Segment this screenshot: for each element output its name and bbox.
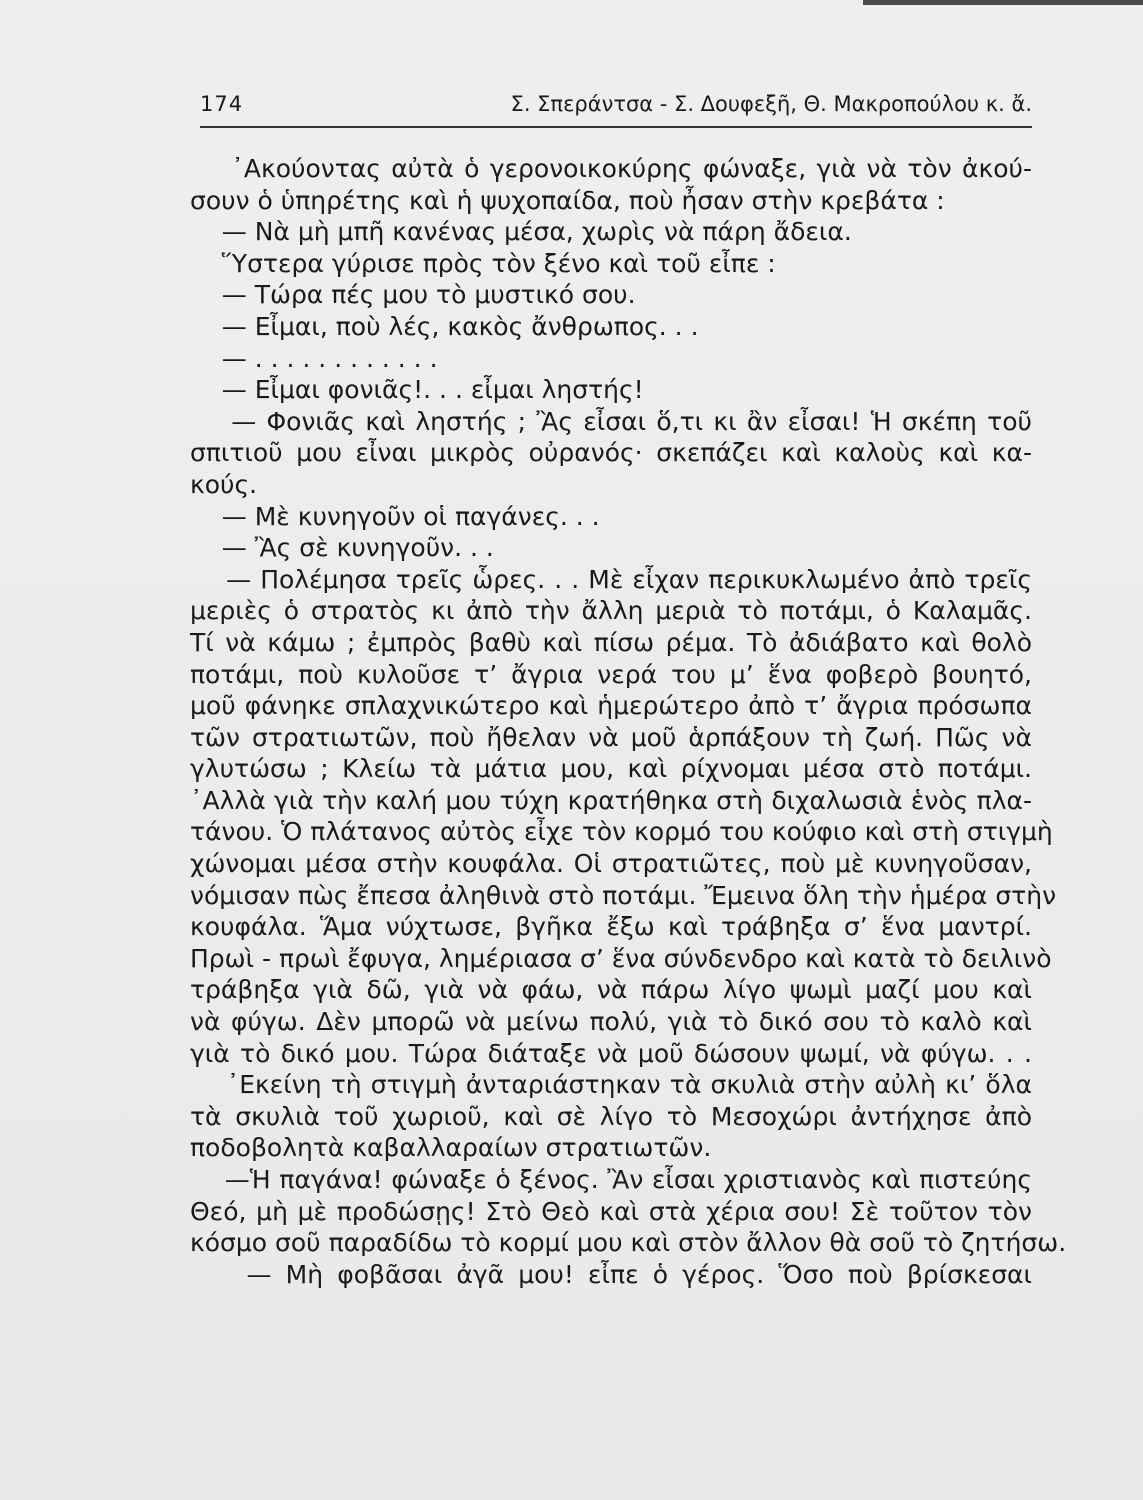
scan-edge-mark [863, 0, 1143, 5]
text-line: Πρωὶ - πρωὶ ἔφυγα, λημέριασα σ’ ἕνα σύνδενδρο καὶ κατὰ τὸ δειλινὸ [190, 943, 1052, 973]
text-line: — Μὲ κυνηγοῦν οἱ παγάνες. . . [190, 501, 600, 531]
text-line: χώνομαι μέσα στὴν κουφάλα. Οἱ στρατιῶτες, ποὺ μὲ κυνηγοῦσαν, [190, 849, 1032, 879]
running-head: Σ. Σπεράντσα - Σ. Δουφεξῆ, Θ. Μακροπούλου κ. ἄ. [510, 92, 1032, 116]
text-line: ποδοβολητὰ καβαλλαραίων στρατιωτῶν. [190, 1133, 712, 1163]
text-line: — Μὴ φοβᾶσαι ἀγᾶ μου! εἶπε ὁ γέρος. Ὅσο ποὺ βρίσκεσαι [190, 1259, 1032, 1289]
page-header [200, 84, 1032, 128]
text-line: τράβηξα γιὰ δῶ, γιὰ νὰ φάω, νὰ πάρω λίγο ψωμὶ μαζί μου καὶ [190, 975, 1032, 1005]
text-line: μεριὲς ὁ στρατὸς κι ἀπὸ τὴν ἄλλη μεριὰ τὸ ποτάμι, ὁ Καλαμᾶς. [190, 596, 1032, 626]
text-line: ᾿Ακούοντας αὐτὰ ὁ γερονοικοκύρης φώναξε, γιὰ νὰ τὸν ἀκού- [190, 154, 1032, 183]
text-line: Τί νὰ κάμω ; ἐμπρὸς βαθὺ καὶ πίσω ρέμα. Τὸ ἀδιάβατο καὶ θολὸ [190, 627, 1032, 657]
text-line: Θεό, μὴ μὲ προδώσῃς! Στὸ Θεὸ καὶ στὰ χέρια σου! Σὲ τοῦτον τὸν [190, 1196, 1032, 1226]
text-line: — Εἶμαι φονιᾶς!. . . εἶμαι ληστής! [190, 375, 644, 405]
text-line: τὰ σκυλιὰ τοῦ χωριοῦ, καὶ σὲ λίγο τὸ Μεσοχώρι ἀντήχησε ἀπὸ [190, 1101, 1032, 1131]
text-line: κούς. [190, 469, 258, 499]
text-line: — Ἂς σὲ κυνηγοῦν. . . [190, 533, 494, 563]
text-line: τάνου. Ὁ πλάτανος αὐτὸς εἶχε τὸν κορμό του κούφιο καὶ στὴ στιγμὴ [190, 817, 1053, 847]
text-line: κουφάλα. Ἅμα νύχτωσε, βγῆκα ἔξω καὶ τράβηξα σ’ ἕνα μαντρί. [190, 912, 1032, 942]
text-line: — Τώρα πές μου τὸ μυστικό σου. [190, 280, 636, 310]
body-text [190, 153, 1067, 1290]
text-line: ποτάμι, ποὺ κυλοῦσε τ’ ἄγρια νερά του μ’ ἕνα φοβερὸ βουητό, [190, 659, 1032, 689]
text-line: — Νὰ μὴ μπῆ κανένας μέσα, χωρὶς νὰ πάρη ἄδεια. [190, 217, 852, 247]
text-line: μοῦ φάνηκε σπλαχνικώτερο καὶ ἡμερώτερο ἀπὸ τ’ ἄγρια πρόσωπα [190, 691, 1032, 721]
text-line: τῶν στρατιωτῶν, ποὺ ἤθελαν νὰ μοῦ ἁρπάξουν τὴ ζωή. Πῶς νὰ [190, 722, 1032, 752]
page-number: 174 [200, 92, 244, 116]
text-line: — Εἶμαι, ποὺ λές, κακὸς ἄνθρωπος. . . [190, 311, 699, 341]
text-line: ᾿Εκείνη τὴ στιγμὴ ἀνταριάστηκαν τὰ σκυλιὰ στὴν αὐλὴ κι’ ὅλα [190, 1070, 1032, 1100]
text-line: σουν ὁ ὑπηρέτης καὶ ἡ ψυχοπαίδα, ποὺ ἦσαν στὴν κρεβάτα : [190, 185, 945, 215]
text-line: — Πολέμησα τρεῖς ὧρες. . . Μὲ εἶχαν περικυκλωμένο ἀπὸ τρεῖς [190, 564, 1032, 594]
text-line: κόσμο σοῦ παραδίδω τὸ κορμί μου καὶ στὸν ἄλλον θὰ σοῦ τὸ ζητήσω. [190, 1228, 1067, 1258]
text-line: —Ἡ παγάνα! φώναξε ὁ ξένος. Ἂν εἶσαι χριστιανὸς καὶ πιστεύης [190, 1165, 1032, 1194]
text-line: Ὕστερα γύρισε πρὸς τὸν ξένο καὶ τοῦ εἶπε : [190, 248, 776, 278]
text-line: σπιτιοῦ μου εἶναι μικρὸς οὐρανός· σκεπάζει καὶ καλοὺς καὶ κα- [190, 438, 1032, 468]
text-line: γιὰ τὸ δικό μου. Τώρα διάταξε νὰ μοῦ δώσουν ψωμί, νὰ φύγω. . . [190, 1038, 1032, 1068]
header-rule [200, 126, 1032, 128]
text-line: νὰ φύγω. Δὲν μπορῶ νὰ μείνω πολύ, γιὰ τὸ δικό σου τὸ καλὸ καὶ [190, 1007, 1032, 1037]
text-line: — . . . . . . . . . . . . [190, 343, 438, 373]
text-line: νόμισαν πὼς ἔπεσα ἀληθινὰ στὸ ποτάμι. Ἔμεινα ὅλη τὴν ἡμέρα στὴν [190, 880, 1057, 910]
text-line: ᾿Αλλὰ γιὰ τὴν καλή μου τύχη κρατήθηκα στὴ διχαλωσιὰ ἑνὸς πλα- [190, 785, 1032, 815]
text-line: — Φονιᾶς καὶ ληστής ; Ἂς εἶσαι ὅ,τι κι ἂν εἶσαι! Ἡ σκέπη τοῦ [190, 406, 1032, 436]
text-line: γλυτώσω ; Κλείω τὰ μάτια μου, καὶ ρίχνομαι μέσα στὸ ποτάμι. [190, 754, 1032, 784]
